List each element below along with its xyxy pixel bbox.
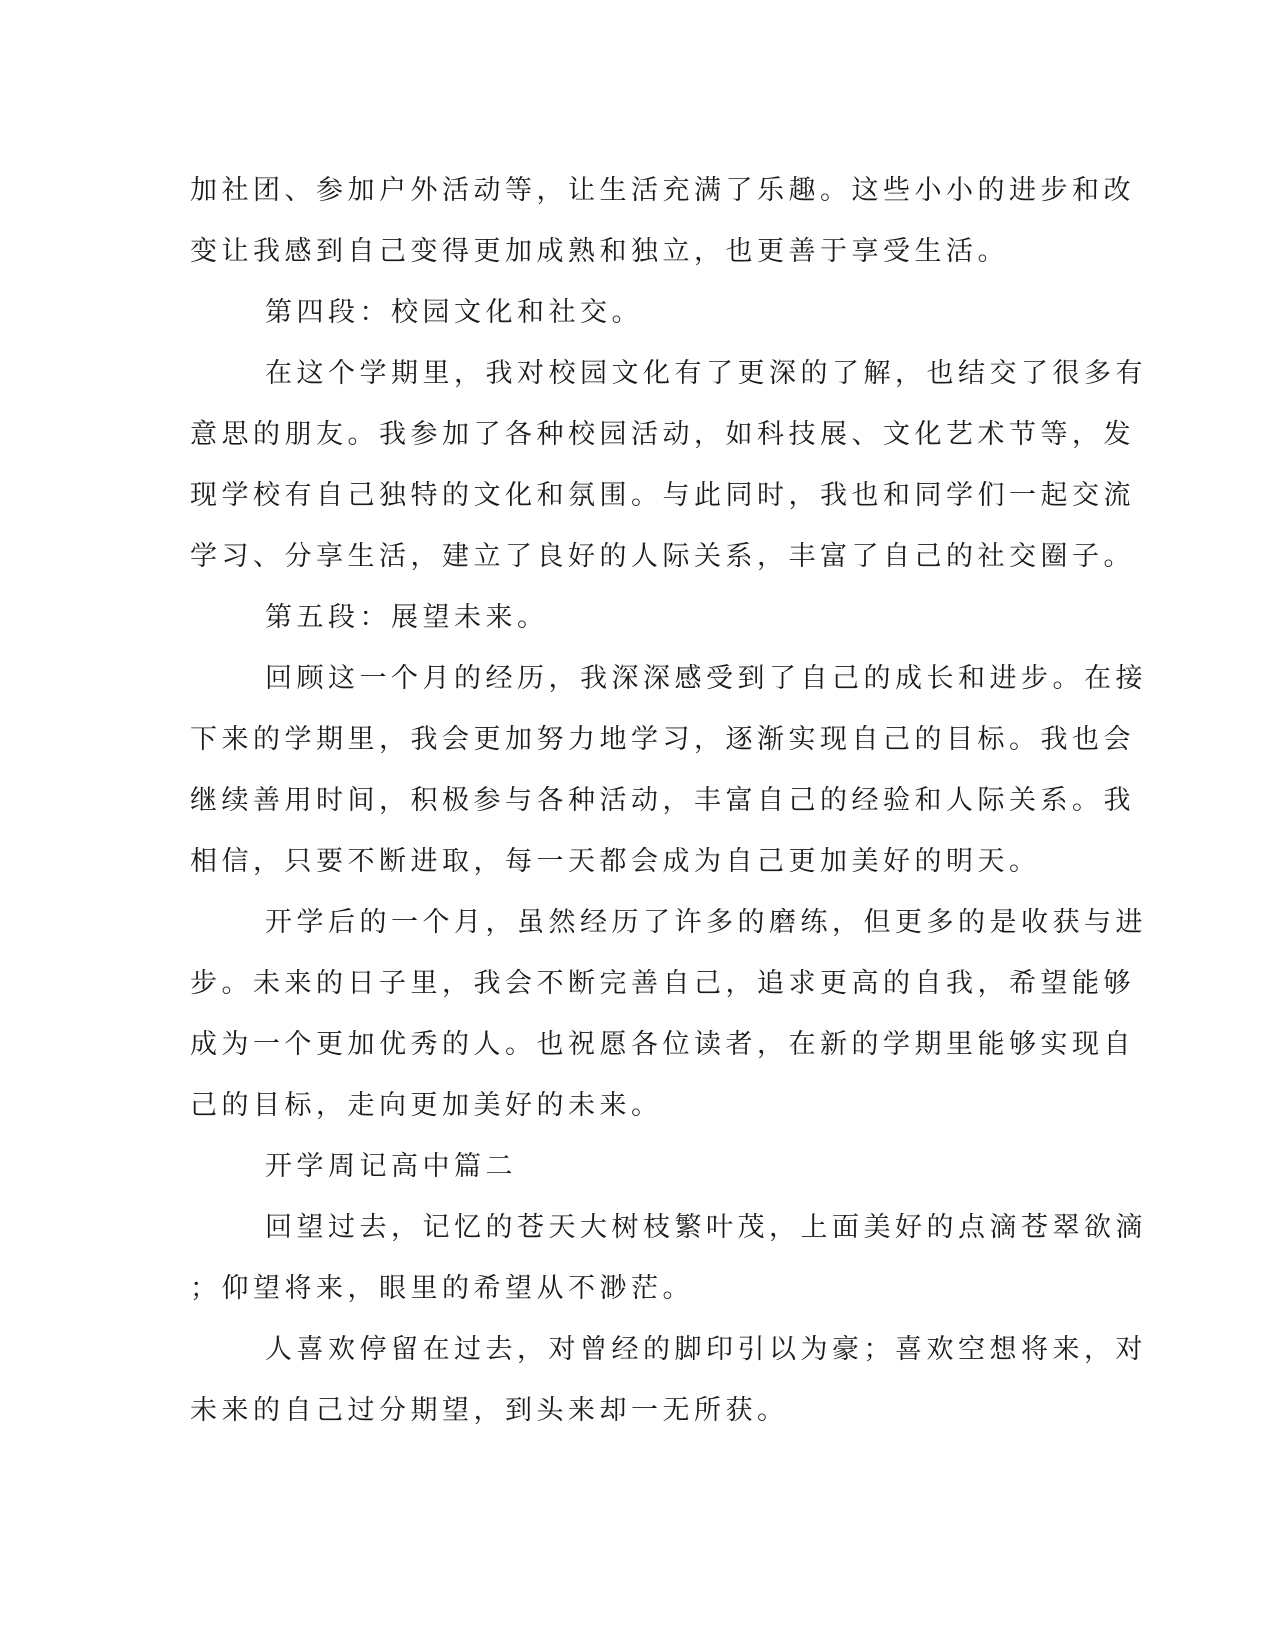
text-line: 己的目标，走向更加美好的未来。 bbox=[190, 1090, 663, 1121]
text-line: 下来的学期里，我会更加努力地学习，逐渐实现自己的目标。我也会 bbox=[190, 724, 1135, 755]
article-title: 开学周记高中篇二 bbox=[265, 1151, 517, 1182]
text-line: 人喜欢停留在过去，对曾经的脚印引以为豪；喜欢空想将来，对 bbox=[265, 1334, 1147, 1365]
document-body bbox=[190, 160, 1147, 1441]
text-line: 意思的朋友。我参加了各种校园活动，如科技展、文化艺术节等，发 bbox=[190, 419, 1135, 450]
text-line: 回望过去，记忆的苍天大树枝繁叶茂，上面美好的点滴苍翠欲滴 bbox=[265, 1212, 1147, 1243]
text-line: 继续善用时间，积极参与各种活动，丰富自己的经验和人际关系。我 bbox=[190, 785, 1135, 816]
text-line: 开学后的一个月，虽然经历了许多的磨练，但更多的是收获与进 bbox=[265, 907, 1147, 938]
text-line: 现学校有自己独特的文化和氛围。与此同时，我也和同学们一起交流 bbox=[190, 480, 1135, 511]
text-line: 学习、分享生活，建立了良好的人际关系，丰富了自己的社交圈子。 bbox=[190, 541, 1135, 572]
text-line: 步。未来的日子里，我会不断完善自己，追求更高的自我，希望能够 bbox=[190, 968, 1135, 999]
text-line: 在这个学期里，我对校园文化有了更深的了解，也结交了很多有 bbox=[265, 358, 1147, 389]
text-line: ；仰望将来，眼里的希望从不渺茫。 bbox=[190, 1273, 694, 1304]
section-heading: 第五段：展望未来。 bbox=[265, 602, 549, 633]
text-line: 回顾这一个月的经历，我深深感受到了自己的成长和进步。在接 bbox=[265, 663, 1147, 694]
text-line: 成为一个更加优秀的人。也祝愿各位读者，在新的学期里能够实现自 bbox=[190, 1029, 1135, 1060]
section-heading: 第四段：校园文化和社交。 bbox=[265, 297, 643, 328]
text-line: 加社团、参加户外活动等，让生活充满了乐趣。这些小小的进步和改 bbox=[190, 175, 1135, 206]
text-line: 未来的自己过分期望，到头来却一无所获。 bbox=[190, 1395, 789, 1426]
text-line: 变让我感到自己变得更加成熟和独立，也更善于享受生活。 bbox=[190, 236, 1009, 267]
text-line: 相信，只要不断进取，每一天都会成为自己更加美好的明天。 bbox=[190, 846, 1041, 877]
